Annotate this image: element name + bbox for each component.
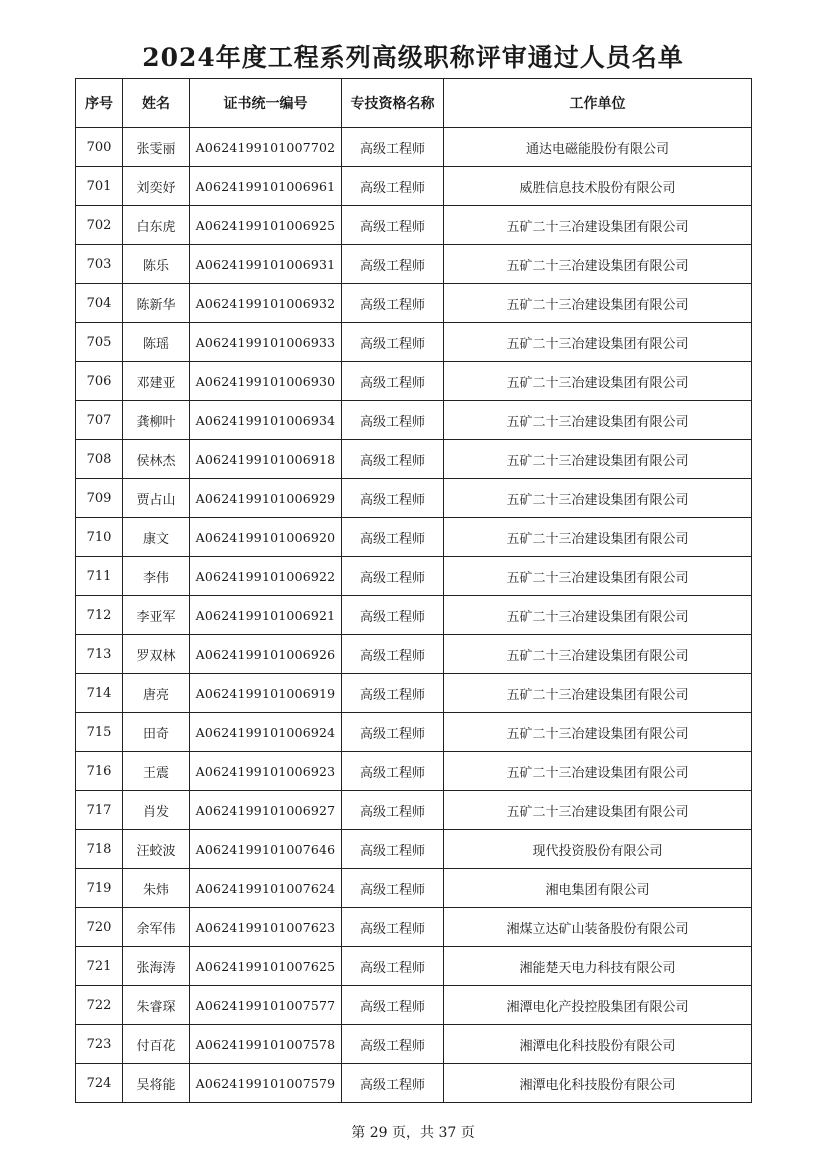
cell-seq: 712 <box>76 596 123 635</box>
table-row <box>76 206 752 245</box>
cell-title: 高级工程师 <box>342 635 444 674</box>
table-row <box>76 128 752 167</box>
cell-cert: A0624199101006930 <box>190 362 342 401</box>
table-row <box>76 791 752 830</box>
cell-employer: 五矿二十三冶建设集团有限公司 <box>444 752 752 791</box>
table-row <box>76 440 752 479</box>
cell-name: 侯林杰 <box>123 440 190 479</box>
table-row <box>76 557 752 596</box>
cell-seq: 704 <box>76 284 123 323</box>
cell-employer: 五矿二十三冶建设集团有限公司 <box>444 284 752 323</box>
cell-seq: 701 <box>76 167 123 206</box>
cell-cert: A0624199101007646 <box>190 830 342 869</box>
table-row <box>76 986 752 1025</box>
table-row <box>76 752 752 791</box>
cell-employer: 湘潭电化科技股份有限公司 <box>444 1064 752 1103</box>
cell-employer: 湘能楚天电力科技有限公司 <box>444 947 752 986</box>
table-row <box>76 635 752 674</box>
cell-cert: A0624199101006931 <box>190 245 342 284</box>
cell-cert: A0624199101006934 <box>190 401 342 440</box>
cell-employer: 现代投资股份有限公司 <box>444 830 752 869</box>
cell-title: 高级工程师 <box>342 674 444 713</box>
cell-seq: 713 <box>76 635 123 674</box>
cell-title: 高级工程师 <box>342 284 444 323</box>
cell-title: 高级工程师 <box>342 947 444 986</box>
cell-cert: A0624199101006918 <box>190 440 342 479</box>
cell-title: 高级工程师 <box>342 557 444 596</box>
cell-title: 高级工程师 <box>342 440 444 479</box>
cell-seq: 717 <box>76 791 123 830</box>
cell-employer: 湘电集团有限公司 <box>444 869 752 908</box>
cell-cert: A0624199101006932 <box>190 284 342 323</box>
cell-employer: 五矿二十三冶建设集团有限公司 <box>444 518 752 557</box>
cell-name: 陈新华 <box>123 284 190 323</box>
cell-cert: A0624199101006921 <box>190 596 342 635</box>
cell-seq: 702 <box>76 206 123 245</box>
cell-cert: A0624199101007623 <box>190 908 342 947</box>
header-employer: 工作单位 <box>444 79 752 128</box>
table-body <box>76 128 752 1103</box>
cell-seq: 705 <box>76 323 123 362</box>
cell-name: 朱睿琛 <box>123 986 190 1025</box>
cell-cert: A0624199101006961 <box>190 167 342 206</box>
header-title: 专技资格名称 <box>342 79 444 128</box>
cell-name: 唐亮 <box>123 674 190 713</box>
cell-title: 高级工程师 <box>342 401 444 440</box>
cell-title: 高级工程师 <box>342 986 444 1025</box>
cell-name: 余军伟 <box>123 908 190 947</box>
table-row <box>76 323 752 362</box>
table-row <box>76 908 752 947</box>
table-row <box>76 167 752 206</box>
header-name: 姓名 <box>123 79 190 128</box>
table-row <box>76 596 752 635</box>
cell-name: 龚柳叶 <box>123 401 190 440</box>
cell-title: 高级工程师 <box>342 752 444 791</box>
cell-seq: 719 <box>76 869 123 908</box>
cell-title: 高级工程师 <box>342 245 444 284</box>
cell-seq: 709 <box>76 479 123 518</box>
cell-employer: 湘煤立达矿山装备股份有限公司 <box>444 908 752 947</box>
cell-seq: 711 <box>76 557 123 596</box>
cell-cert: A0624199101007579 <box>190 1064 342 1103</box>
table-row <box>76 401 752 440</box>
table-row <box>76 713 752 752</box>
cell-seq: 710 <box>76 518 123 557</box>
page-footer: 第 29 页，共 37 页 <box>351 1125 475 1141</box>
cell-name: 李伟 <box>123 557 190 596</box>
cell-cert: A0624199101007625 <box>190 947 342 986</box>
cell-cert: A0624199101006922 <box>190 557 342 596</box>
cell-cert: A0624199101006920 <box>190 518 342 557</box>
cell-cert: A0624199101006927 <box>190 791 342 830</box>
cell-cert: A0624199101006925 <box>190 206 342 245</box>
cell-name: 王震 <box>123 752 190 791</box>
cell-cert: A0624199101006924 <box>190 713 342 752</box>
cell-seq: 715 <box>76 713 123 752</box>
cell-title: 高级工程师 <box>342 323 444 362</box>
cell-title: 高级工程师 <box>342 167 444 206</box>
cell-seq: 722 <box>76 986 123 1025</box>
cell-employer: 五矿二十三冶建设集团有限公司 <box>444 791 752 830</box>
cell-cert: A0624199101007578 <box>190 1025 342 1064</box>
table-row <box>76 1064 752 1103</box>
cell-employer: 通达电磁能股份有限公司 <box>444 128 752 167</box>
cell-cert: A0624199101006919 <box>190 674 342 713</box>
cell-name: 付百花 <box>123 1025 190 1064</box>
cell-cert: A0624199101006923 <box>190 752 342 791</box>
personnel-table <box>75 78 752 1103</box>
cell-employer: 五矿二十三冶建设集团有限公司 <box>444 596 752 635</box>
table-row <box>76 479 752 518</box>
header-cert: 证书统一编号 <box>190 79 342 128</box>
cell-name: 陈乐 <box>123 245 190 284</box>
cell-name: 陈瑶 <box>123 323 190 362</box>
table-row <box>76 869 752 908</box>
cell-employer: 五矿二十三冶建设集团有限公司 <box>444 635 752 674</box>
cell-seq: 724 <box>76 1064 123 1103</box>
cell-seq: 700 <box>76 128 123 167</box>
table-row <box>76 284 752 323</box>
cell-employer: 五矿二十三冶建设集团有限公司 <box>444 362 752 401</box>
cell-cert: A0624199101007577 <box>190 986 342 1025</box>
cell-seq: 718 <box>76 830 123 869</box>
cell-name: 张海涛 <box>123 947 190 986</box>
cell-employer: 五矿二十三冶建设集团有限公司 <box>444 479 752 518</box>
table-row <box>76 830 752 869</box>
cell-employer: 五矿二十三冶建设集团有限公司 <box>444 557 752 596</box>
cell-name: 汪蛟波 <box>123 830 190 869</box>
cell-cert: A0624199101006929 <box>190 479 342 518</box>
cell-employer: 五矿二十三冶建设集团有限公司 <box>444 713 752 752</box>
table-row <box>76 518 752 557</box>
cell-name: 李亚军 <box>123 596 190 635</box>
cell-title: 高级工程师 <box>342 1025 444 1064</box>
document-title: 2024年度工程系列高级职称评审通过人员名单 <box>142 43 684 72</box>
cell-title: 高级工程师 <box>342 479 444 518</box>
cell-seq: 708 <box>76 440 123 479</box>
cell-seq: 706 <box>76 362 123 401</box>
cell-title: 高级工程师 <box>342 518 444 557</box>
cell-name: 贾占山 <box>123 479 190 518</box>
cell-seq: 720 <box>76 908 123 947</box>
cell-title: 高级工程师 <box>342 596 444 635</box>
cell-seq: 714 <box>76 674 123 713</box>
cell-employer: 五矿二十三冶建设集团有限公司 <box>444 440 752 479</box>
table-header-row <box>76 79 752 128</box>
cell-title: 高级工程师 <box>342 1064 444 1103</box>
cell-title: 高级工程师 <box>342 791 444 830</box>
cell-seq: 723 <box>76 1025 123 1064</box>
cell-title: 高级工程师 <box>342 869 444 908</box>
cell-employer: 五矿二十三冶建设集团有限公司 <box>444 674 752 713</box>
cell-title: 高级工程师 <box>342 362 444 401</box>
cell-name: 邓建亚 <box>123 362 190 401</box>
table-row <box>76 1025 752 1064</box>
cell-employer: 湘潭电化产投控股集团有限公司 <box>444 986 752 1025</box>
cell-title: 高级工程师 <box>342 206 444 245</box>
cell-name: 朱炜 <box>123 869 190 908</box>
cell-employer: 五矿二十三冶建设集团有限公司 <box>444 323 752 362</box>
cell-name: 罗双林 <box>123 635 190 674</box>
cell-name: 康文 <box>123 518 190 557</box>
cell-title: 高级工程师 <box>342 128 444 167</box>
cell-name: 肖发 <box>123 791 190 830</box>
cell-name: 刘奕妤 <box>123 167 190 206</box>
table-row <box>76 674 752 713</box>
cell-cert: A0624199101007702 <box>190 128 342 167</box>
cell-title: 高级工程师 <box>342 830 444 869</box>
cell-employer: 五矿二十三冶建设集团有限公司 <box>444 206 752 245</box>
table-row <box>76 245 752 284</box>
cell-employer: 五矿二十三冶建设集团有限公司 <box>444 401 752 440</box>
cell-name: 白东虎 <box>123 206 190 245</box>
header-seq: 序号 <box>76 79 123 128</box>
cell-employer: 湘潭电化科技股份有限公司 <box>444 1025 752 1064</box>
cell-title: 高级工程师 <box>342 713 444 752</box>
table-row <box>76 947 752 986</box>
cell-name: 张雯丽 <box>123 128 190 167</box>
cell-seq: 716 <box>76 752 123 791</box>
cell-title: 高级工程师 <box>342 908 444 947</box>
cell-cert: A0624199101006926 <box>190 635 342 674</box>
cell-employer: 五矿二十三冶建设集团有限公司 <box>444 245 752 284</box>
cell-cert: A0624199101007624 <box>190 869 342 908</box>
cell-name: 田奇 <box>123 713 190 752</box>
cell-name: 吴将能 <box>123 1064 190 1103</box>
cell-seq: 703 <box>76 245 123 284</box>
table-row <box>76 362 752 401</box>
cell-seq: 721 <box>76 947 123 986</box>
cell-cert: A0624199101006933 <box>190 323 342 362</box>
cell-seq: 707 <box>76 401 123 440</box>
cell-employer: 威胜信息技术股份有限公司 <box>444 167 752 206</box>
